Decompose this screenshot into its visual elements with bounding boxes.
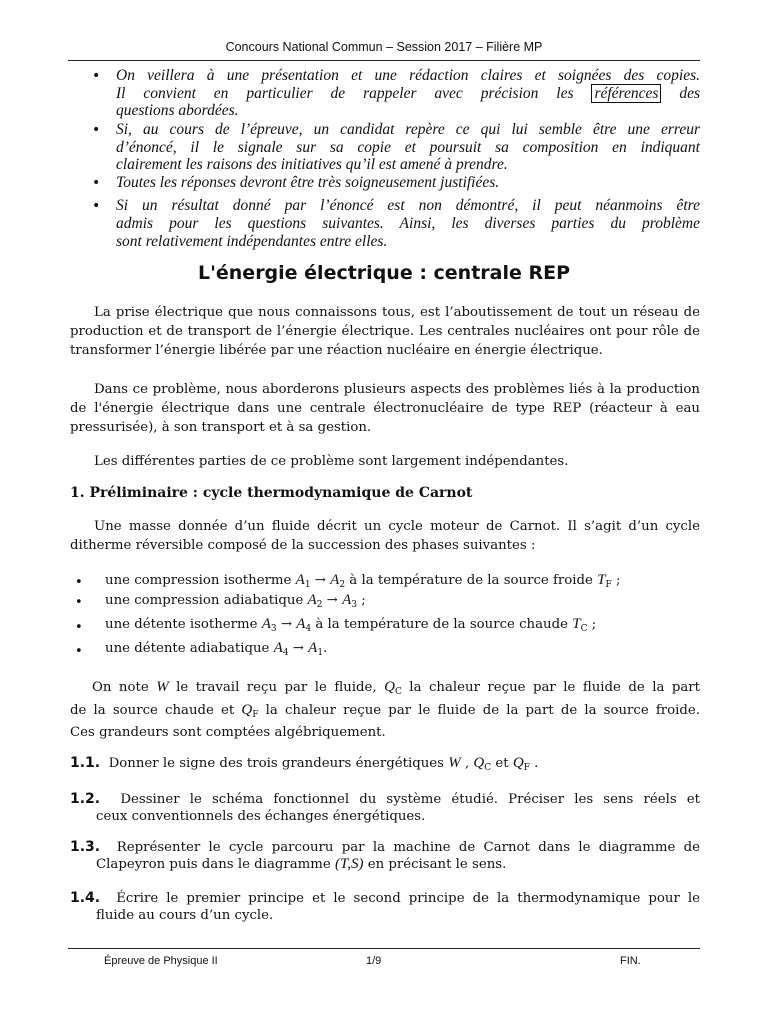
instruction-2-line-1: Si, au cours de l’épreuve, un candidat repère ce qui lui semble être une erreur [116, 121, 700, 138]
bullet: • [92, 175, 101, 191]
question-number: 1.2. [70, 791, 101, 807]
problem-title: L'énergie électrique : centrale REP [197, 262, 571, 284]
question-number: 1.1. [70, 755, 101, 771]
instruction-2-line-2: d’énoncé, il le signale sur sa copie et poursuit sa composition en indiquant [116, 139, 700, 156]
question-1-4: 1.4. Écrire le premier principe et le second principe de la thermodynamique pour le [70, 890, 700, 906]
question-1-2-line-2: ceux conventionnels des échanges énergétiques. [96, 809, 426, 824]
question-1-1: 1.1. Donner le signe des trois grandeurs énergétiques W , $Q_C$ et $Q_F$ . [70, 755, 539, 773]
instruction-4-line-1: Si un résultat donné par l’énoncé est non démontré, il peut néanmoins être [116, 197, 700, 214]
instruction-1-line-1: On veillera à une présentation et une rédaction claires et soignées des copies. [116, 67, 700, 84]
question-1-4-line-2: fluide au cours d’un cycle. [96, 908, 274, 923]
bullet: • [75, 575, 83, 590]
question-number: 1.4. [70, 890, 101, 906]
section-1-heading: 1. Préliminaire : cycle thermodynamique de Carnot [70, 485, 473, 501]
instruction-3-line-1: Toutes les réponses devront être très soigneusement justifiées. [116, 174, 500, 191]
bullet: • [92, 122, 101, 138]
instruction-1-line-3: questions abordées. [116, 102, 239, 119]
phase-2: une compression adiabatique $A_2 \to A_3$ ; [105, 592, 366, 610]
bullet: • [92, 198, 101, 214]
notation-line-2: de la source chaude et $Q_F$ la chaleur reçue par le fluide de la part de la source froide. [70, 702, 700, 720]
bullet: • [75, 595, 83, 610]
phase-3: une détente isotherme $A_3 \to A_4$ à la température de la source chaude $T_C$ ; [105, 616, 597, 634]
footer-rule [68, 948, 700, 949]
question-1-2: 1.2. Dessiner le schéma fonctionnel du système étudié. Préciser les sens réels et [70, 791, 700, 807]
intro-paragraph-2: Dans ce problème, nous aborderons plusieurs aspects des problèmes liés à la production de l'énergie électrique dans une centrale électronucléaire de type REP (réacteur à eau pressurisée), à son transport et à sa gestion. [70, 382, 700, 436]
header-rule [68, 60, 700, 61]
notation-line-1: On note W le travail reçu par le fluide, $Q_C$ la chaleur reçue par le fluide de la part [92, 679, 700, 697]
question-1-3: 1.3. Représenter le cycle parcouru par la machine de Carnot dans le diagramme de [70, 839, 700, 855]
notation-line-3: Ces grandeurs sont comptées algébriquement. [70, 725, 386, 740]
intro-paragraph-1: La prise électrique que nous connaissons tous, est l’aboutissement de tout un réseau de production et de transport de l’énergie électrique. Les centrales nucléaires ont pour rôle de transformer l’énergie libérée par une réaction nucléaire en énergie électrique. [70, 305, 700, 359]
footer-right: FIN. [620, 955, 641, 967]
notation-paragraph [70, 676, 700, 744]
intro-paragraph-3: Les différentes parties de ce problème sont largement indépendantes. [94, 454, 569, 469]
page-header: Concours National Commun – Session 2017 – Filière MP [225, 40, 543, 54]
footer-page-number: 1/9 [366, 955, 382, 967]
instruction-4-line-3: sont relativement indépendantes entre elles. [116, 233, 388, 250]
carnot-intro: Une masse donnée d’un fluide décrit un cycle moteur de Carnot. Il s’agit d’un cycle ditherme réversible composé de la succession des phases suivantes : [70, 519, 700, 554]
bullet: • [92, 68, 101, 84]
phase-1: une compression isotherme $A_1 \to A_2$ à la température de la source froide $T_F$ ; [105, 572, 621, 590]
question-number: 1.3. [70, 839, 101, 855]
bullet: • [75, 620, 83, 635]
instruction-1-line-2: Il convient en particulier de rappeler avec précision les références des [116, 85, 700, 102]
instruction-2-line-3: clairement les raisons des initiatives qu’il est amené à prendre. [116, 156, 508, 173]
question-1-3-line-2: Clapeyron puis dans le diagramme (T,S) en précisant le sens. [96, 856, 507, 872]
phase-4: une détente adiabatique $A_4 \to A_1$. [105, 640, 328, 658]
bullet: • [75, 644, 83, 659]
instruction-4-line-2: admis pour les questions suivantes. Ainsi, les diverses parties du problème [116, 215, 700, 232]
boxed-references: références [591, 84, 661, 103]
footer-left: Épreuve de Physique II [104, 955, 218, 967]
